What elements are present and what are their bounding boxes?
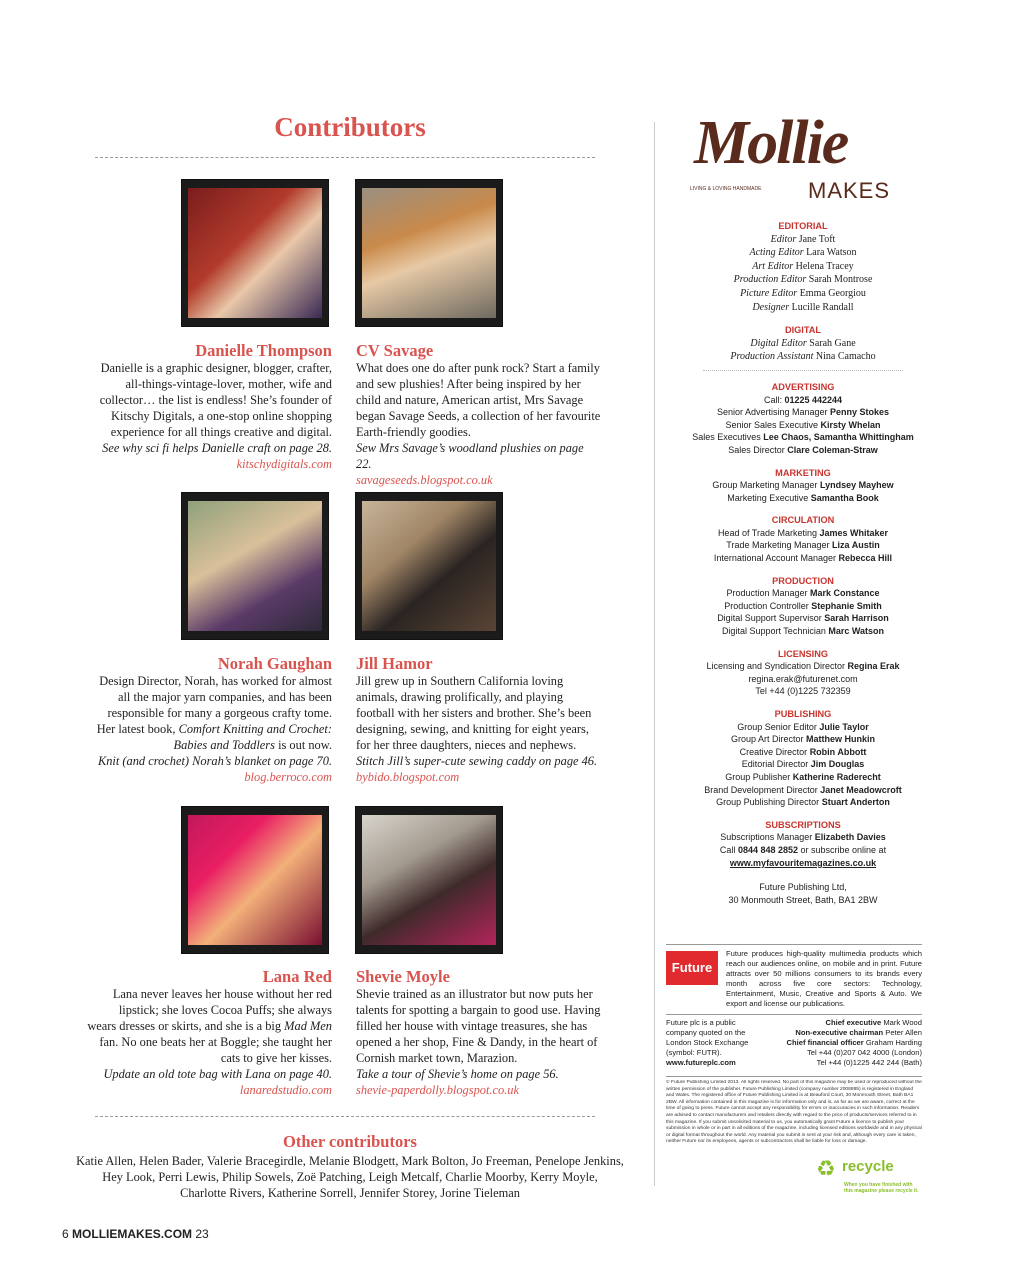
role: Acting Editor (749, 247, 804, 259)
licensing-email[interactable]: regina.erak@futurenet.com (748, 673, 858, 684)
page-footer (62, 1227, 209, 1241)
bio-feature: See why sci fi helps Danielle craft on page 28. (102, 441, 332, 455)
contributor-link[interactable]: savageseeds.blogspot.co.uk (356, 473, 493, 487)
other-contributors-list (40, 1153, 660, 1201)
staff-name: James Whitaker (819, 527, 889, 538)
role: Brand Development Director (704, 784, 818, 795)
logo-script: Mollie (694, 109, 848, 177)
role: Senior Advertising Manager (716, 407, 828, 418)
role: Editorial Director (741, 759, 809, 770)
staff-name: Julie Taylor (819, 721, 869, 732)
page-number-right: 23 (195, 1227, 209, 1241)
future-blurb: Future produces high-quality multimedia products which reach our audiences online, on mobile and in print. Future attracts over 50 millions consumers to its brands every month across five core sectors: Technology, Entertainment, Music, Creative and Sports & Auto. We export and license our publications. (726, 949, 922, 1008)
bio-text: Jill grew up in Southern California loving animals, drawing prolifically, and playing football with her sisters and brother. She’s been designing, sewing, and knitting for eight years, for her three daughters, nieces and nephews. (356, 674, 592, 752)
officer-role: Chief financial officer (786, 1038, 864, 1047)
staff-name: Lara Watson (806, 247, 857, 259)
officer-name: Mark Wood (883, 1018, 922, 1027)
photo-cv-savage (355, 179, 503, 327)
contributor-bio (356, 673, 601, 785)
recycle-icon: ♻ (816, 1156, 836, 1181)
role: Marketing Executive (727, 492, 809, 503)
other-line: Charlotte Rivers, Katherine Sorrell, Jennifer Storey, Jorine Tieleman (180, 1186, 520, 1200)
staff-name: Clare Coleman-Straw (787, 444, 878, 455)
role: Senior Sales Executive (725, 419, 819, 430)
bio-text: What does one do after punk rock? Start a family and sew plushies! After being inspired by her child and nature, American artist, Mrs Savage began Savage Seeds, a collection of her favourite Earth-friendly goodies. (356, 361, 601, 439)
staff-name: Jane Toft (798, 233, 836, 245)
plc-text: Future plc is a public company quoted on the London Stock Exchange (symbol: FUTR). (666, 1018, 749, 1057)
other-contributors-title: Other contributors (283, 1132, 417, 1151)
phone-number: 0844 848 2852 (737, 844, 798, 855)
contributor-link[interactable]: blog.berroco.com (244, 770, 332, 784)
recycle-note: When you have finished with (844, 1182, 913, 1188)
mollie-makes-logo (690, 110, 930, 208)
contributor-link[interactable]: kitschydigitals.com (236, 457, 332, 471)
bio-text: Design Director, Norah, has worked for almost all the major yarn companies, and has been responsible for many a gorgeous crafty tome. Her latest book, (96, 674, 332, 736)
staff-name: Lyndsey Mayhew (819, 480, 894, 491)
page-title: Contributors (274, 112, 426, 142)
role: Group Publisher (725, 771, 791, 782)
photo-norah-gaughan (181, 492, 329, 640)
staff-name: Nina Camacho (815, 351, 876, 363)
staff-name: Penny Stokes (830, 407, 890, 418)
bio-text: Shevie trained as an illustrator but now puts her talents for spotting a bargain to good use. Having filled her house with vintage treasures, she has opened a her shop, Fine & Dandy, in the heart of Cornish market town, Marazion. (356, 987, 601, 1065)
staff-name: Sarah Montrose (808, 274, 873, 286)
future-logo: Future (666, 951, 718, 985)
officer-role: Non-executive chairman (795, 1028, 884, 1037)
role: Group Marketing Manager (712, 480, 818, 491)
bio-text-end: is out now. (278, 738, 332, 752)
bio-feature: Sew Mrs Savage’s woodland plushies on page 22. (356, 441, 584, 471)
role: Editor (770, 233, 797, 245)
role: Art Editor (752, 260, 794, 272)
role: Group Art Director (730, 734, 804, 745)
legal-text: © Future Publishing Limited 2013. All rights reserved. No part of this magazine may be used or reproduced without the written permission of the publisher. Future Publishing Limited (company number 2008885) is registered in England and Wales. The registered office of Future Publishing Limited is at Beauford Court, 30 Monmouth Street, Bath BA1 2BW. All information contained in this magazine is for information only and is, as far as we are aware, correct at the time of going to press. Future cannot accept any responsibility for errors or inaccuracies in such information. Readers are advised to contact manufacturers and retailers directly with regard to the price of products/services referred to in this magazine. If you submit unsolicited material to us, you automatically grant Future a licence to publish your submission in whole or in part in all editions of the magazine, including licensed editions worldwide and in any physical or digital format throughout the world. Any material you submit is sent at your risk and, although every care is taken, neither Future nor its employees, agents or subcontractors shall be liable for loss or damage. (666, 1080, 922, 1145)
other-divider (95, 1116, 595, 1117)
address-line: Future Publishing Ltd, (759, 882, 847, 893)
role: Digital Support Technician (721, 626, 826, 637)
photo-danielle-thompson (181, 179, 329, 327)
section-heading: ADVERTISING (771, 381, 835, 392)
role: Digital Support Supervisor (717, 613, 822, 624)
bio-show: Mad Men (284, 1019, 332, 1033)
recycle-note: this magazine please recycle it. (844, 1188, 919, 1194)
bio-book: Comfort Knitting and Crochet: Babies and Toddlers (173, 722, 332, 752)
staff-name: Janet Meadowcroft (820, 784, 902, 795)
officer-tel: Tel +44 (0)1225 442 244 (Bath) (816, 1058, 922, 1067)
staff-name: Lucille Randall (791, 301, 854, 313)
contributor-bio (87, 986, 332, 1098)
contributor-name: Lana Red (262, 967, 332, 986)
masthead (664, 220, 942, 906)
other-line: Katie Allen, Helen Bader, Valerie Bracegirdle, Melanie Blodgett, Mark Bolton, Jo Freeman, Penelope Jenkins, (76, 1154, 624, 1168)
role: Sales Director (728, 444, 785, 455)
contributor-name: CV Savage (356, 341, 434, 360)
bio-feature: Stitch Jill’s super-cute sewing caddy on page 46. (356, 754, 598, 768)
staff-name: Stuart Anderton (821, 797, 890, 808)
staff-name: Sarah Harrison (824, 613, 889, 624)
page-number-left: 6 (62, 1227, 69, 1241)
staff-name: Sarah Gane (809, 337, 856, 349)
bio-text: Danielle is a graphic designer, blogger, crafter, all-things-vintage-lover, mother, wife and collector… the list is endless! She’s founder of Kitschy Digitals, a one-stop online shopping experience for all things creative and digital. (99, 361, 332, 439)
future-block (666, 944, 922, 1008)
subscribe-text: or subscribe online at (800, 844, 887, 855)
licensing-tel: Tel +44 (0)1225 732359 (755, 686, 851, 697)
contributor-bio (87, 673, 332, 785)
call-label: Call: (763, 394, 782, 405)
staff-name: Stephanie Smith (811, 600, 882, 611)
contributor-link[interactable]: shevie-paperdolly.blogspot.co.uk (356, 1083, 519, 1097)
future-divider (666, 1014, 922, 1015)
contributor-name: Shevie Moyle (356, 967, 450, 986)
bio-feature: Take a tour of Shevie’s home on page 56. (356, 1067, 559, 1081)
future-web[interactable]: www.futureplc.com (666, 1058, 736, 1067)
role: Sales Executives (692, 432, 761, 443)
staff-name: Emma Georgiou (799, 287, 866, 299)
staff-name: Regina Erak (847, 661, 900, 672)
section-heading: EDITORIAL (778, 221, 828, 231)
role: International Account Manager (713, 553, 837, 564)
contributor-link[interactable]: bybido.blogspot.com (356, 770, 460, 784)
contributor-name: Jill Hamor (356, 654, 433, 673)
contributor-link[interactable]: lanaredstudio.com (239, 1083, 332, 1097)
logo-tagline: LIVING & LOVING HANDMADE (690, 186, 762, 192)
legal-divider (666, 1076, 922, 1077)
bio-feature: Update an old tote bag with Lana on page 40. (103, 1067, 332, 1081)
staff-name: Liza Austin (832, 540, 880, 551)
officer-name: Peter Allen (885, 1028, 922, 1037)
role: Subscriptions Manager (720, 832, 813, 843)
masthead-divider (703, 370, 903, 371)
role: Licensing and Syndication Director (706, 661, 846, 672)
site-url[interactable]: MOLLIEMAKES.COM (72, 1227, 193, 1241)
contributor-bio (87, 360, 332, 472)
role: Group Publishing Director (716, 797, 820, 808)
role: Picture Editor (740, 287, 798, 299)
column-divider (654, 122, 655, 1186)
officer-name: Graham Harding (865, 1038, 922, 1047)
section-heading: LICENSING (777, 648, 829, 659)
role: Digital Editor (750, 337, 807, 349)
call-label: Call (719, 844, 736, 855)
staff-name: Helena Tracey (795, 260, 854, 272)
officer-tel: Tel +44 (0)207 042 4000 (London) (806, 1048, 922, 1057)
photo-shevie-moyle (355, 806, 503, 954)
staff-name: Katherine Raderecht (792, 771, 881, 782)
staff-name: Samantha Book (810, 492, 879, 503)
role: Production Manager (726, 588, 808, 599)
staff-name: Mark Constance (810, 588, 880, 599)
future-officers (762, 1018, 922, 1068)
contributor-name: Danielle Thompson (195, 341, 332, 360)
contributor-bio (356, 360, 601, 488)
staff-name: Lee Chaos, Samantha Whittingham (763, 432, 914, 443)
role: Group Senior Editor (737, 721, 817, 732)
staff-name: Kirsty Whelan (820, 419, 881, 430)
staff-name: Marc Watson (828, 626, 885, 637)
staff-name: Jim Douglas (810, 759, 865, 770)
staff-name: Matthew Hunkin (806, 734, 876, 745)
role: Head of Trade Marketing (717, 527, 817, 538)
bio-feature: Knit (and crochet) Norah’s blanket on page 70. (97, 754, 332, 768)
role: Production Editor (733, 274, 807, 286)
role: Production Assistant (730, 351, 814, 363)
contributor-bio (356, 986, 601, 1098)
role: Production Controller (724, 600, 809, 611)
section-heading: PRODUCTION (772, 575, 834, 586)
bio-text: Lana never leaves her house without her red lipstick; she loves Cocoa Puffs; she always wears dresses or skirts, and she is a big (87, 987, 332, 1033)
section-heading: MARKETING (775, 467, 831, 478)
role: Designer (752, 301, 790, 313)
other-line: Hey Look, Perri Lewis, Philip Sowels, Zoë Patching, Leigh Metcalf, Charlie Moorby, Kerry Moyle, (102, 1170, 598, 1184)
bio-text-end: fan. No one beats her at Boggle; she taught her cats to give her kisses. (99, 1035, 332, 1065)
photo-jill-hamor (355, 492, 503, 640)
title-divider (95, 157, 595, 158)
section-heading: SUBSCRIPTIONS (765, 819, 841, 830)
section-heading: PUBLISHING (774, 709, 832, 719)
address-line: 30 Monmouth Street, Bath, BA1 2BW (728, 894, 878, 905)
recycle-label: recycle (842, 1158, 894, 1175)
staff-name: Elizabeth Davies (814, 832, 886, 843)
contributor-name: Norah Gaughan (217, 654, 332, 673)
staff-name: Rebecca Hill (838, 553, 893, 564)
future-plc-info (666, 1018, 766, 1068)
role: Creative Director (739, 746, 808, 757)
officer-role: Chief executive (825, 1018, 882, 1027)
subscribe-link[interactable]: www.myfavouritemagazines.co.uk (729, 857, 877, 868)
role: Trade Marketing Manager (726, 540, 830, 551)
photo-lana-red (181, 806, 329, 954)
logo-word: MAKES (808, 178, 891, 203)
staff-name: Robin Abbott (809, 746, 867, 757)
section-heading: CIRCULATION (771, 515, 835, 526)
phone-number: 01225 442244 (784, 394, 843, 405)
section-heading: DIGITAL (784, 325, 822, 336)
